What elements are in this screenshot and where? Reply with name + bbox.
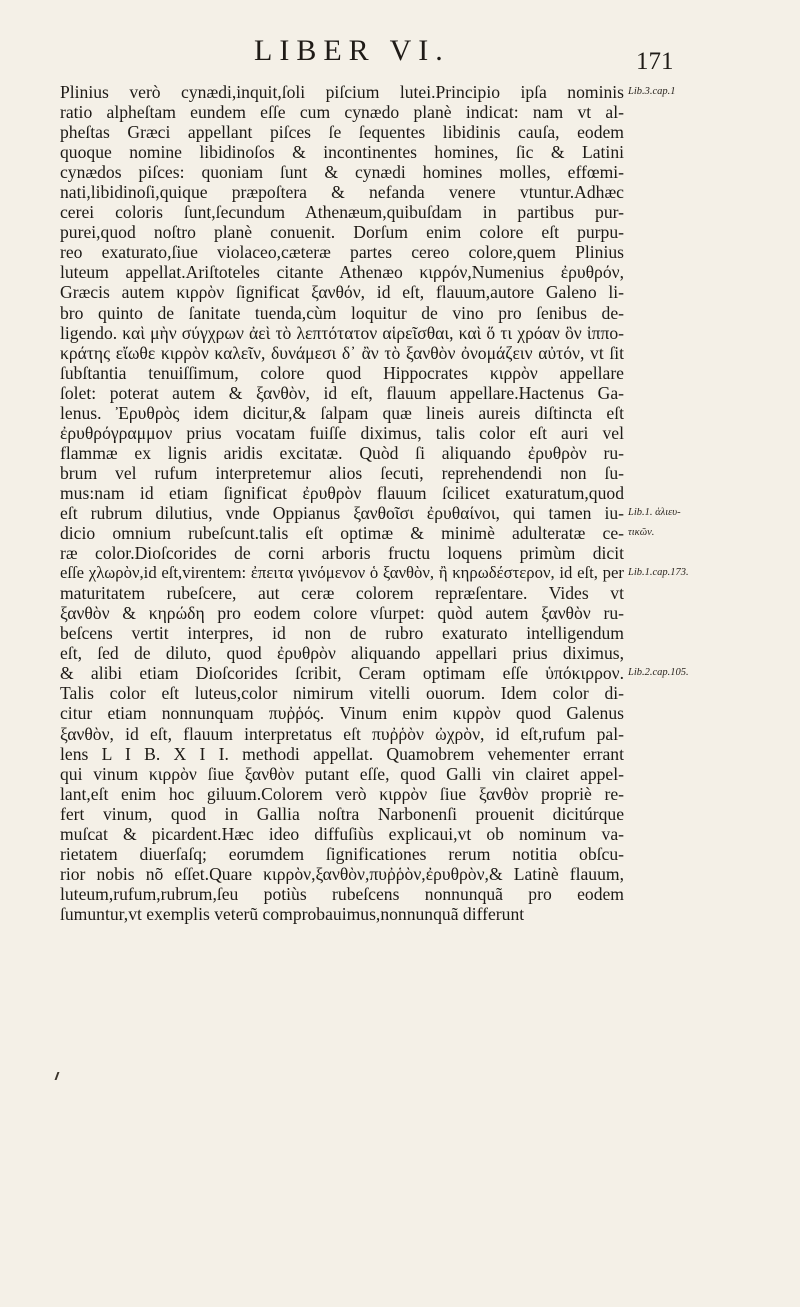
text-line: qui vinum κιρρὸν ſiue ξανθὸν putant eſſe, quod Galli vin clairet appel- bbox=[60, 763, 624, 784]
margin-note: Lib.1.cap.173. bbox=[628, 567, 689, 579]
text-line: bro quinto de ſanitate tuenda,cùm loquitur de vino pro ſenibus de- bbox=[60, 302, 624, 323]
text-line: cynædos piſces: quoniam ſunt & cynædi homines molles, effœmi- bbox=[60, 162, 624, 183]
text-line: ratio alpheſtam eundem eſſe cum cynædo planè indicat: nam vt al- bbox=[60, 102, 624, 123]
text-line: citur etiam nonnunquam πυῤῥός. Vinum enim κιρρὸν quod Galenus bbox=[60, 703, 624, 724]
text-line: lant,eſt enim hoc giluum.Colorem verò κιρρὸν ſiue ξανθὸν propriè re- bbox=[60, 783, 624, 804]
margin-note: τικῶν. bbox=[628, 527, 655, 539]
main-text-block bbox=[60, 82, 624, 924]
text-line: ligendo. καὶ μὴν σύγχρων ἀεὶ τὸ λεπτότατον αἱρεῖσθαι, καὶ ὅ τι χρόαν ὃν ἱππο- bbox=[60, 322, 624, 343]
text-line: flammæ ex lignis aridis excitatæ. Quòd ſi aliquando ἐρυθρὸν ru- bbox=[60, 442, 624, 463]
running-title: LIBER VI. bbox=[254, 34, 450, 67]
text-line: cerei coloris ſunt,ſecundum Athenæum,quibuſdam in partibus pur- bbox=[60, 202, 624, 223]
text-line: eſt rubrum dilutius, vnde Oppianus ξανθοῖσι ἐρυθαίνοι, qui tamen iu- bbox=[60, 502, 624, 523]
text-line: pheſtas Græci appellant piſces ſe ſequentes libidinis cauſa, eodem bbox=[60, 122, 624, 143]
text-line: ſolet: poterat autem & ξανθὸν, id eſt, flauum appellare.Hactenus Ga- bbox=[60, 382, 624, 403]
margin-note: Lib.1. ἁλιευ- bbox=[628, 507, 681, 519]
text-line: ſumuntur,vt exemplis veterũ comprobauimus,nonnunquã differunt bbox=[60, 903, 525, 924]
text-line: ξανθὸν & κηρώδη pro eodem colore vſurpet: quòd autem ξανθὸν ru- bbox=[60, 603, 624, 624]
text-line: ἐρυθρόγραμμον prius vocatam fuiſſe diximus, talis color eſt auri vel bbox=[60, 422, 624, 443]
text-line: beſcens vertit interpres, id non de rubro exaturato intelligendum bbox=[60, 623, 624, 644]
text-line: ræ color.Dioſcorides de corni arboris fructu loquens primùm dicit bbox=[60, 543, 624, 564]
text-line: eſſe χλωρὸν,id eſt,virentem: ἐπειτα γινόμενον ὁ ξανθὸν, ἢ κηρωδέστερον, id eſt, per bbox=[60, 563, 624, 583]
text-line: Talis color eſt luteus,color nimirum vitelli ouorum. Idem color di- bbox=[60, 683, 624, 704]
text-line: luteum,rufum,rubrum,ſeu potiùs rubeſcens nonnunquã pro eodem bbox=[60, 883, 624, 904]
text-line: luteum appellat.Ariſtoteles citante Athenæo κιρρόν,Numenius ἐρυθρόν, bbox=[60, 262, 624, 283]
text-line: Plinius verò cynædi,inquit,ſoli piſcium lutei.Principio ipſa nominis bbox=[60, 82, 624, 102]
text-line: nati,libidinoſi,quique præpoſtera & nefanda venere vtuntur.Adhæc bbox=[60, 182, 624, 203]
text-line: ξανθὸν, id eſt, flauum interpretatus eſt πυῤῥὸν ὠχρὸν, id eſt,rufum pal- bbox=[60, 723, 624, 744]
margin-mark bbox=[55, 1072, 60, 1080]
margin-note: Lib.3.cap.1 bbox=[628, 86, 676, 97]
page-number: 171 bbox=[636, 48, 674, 75]
text-line: κράτης εἴωθε κιρρὸν καλεῖν, δυνάμεσι δ᾽ ἂν τὸ ξανθὸν ὀνομάζειν αὐτόν, vt ſit bbox=[60, 342, 624, 363]
text-line: quoque nomine libidinoſos & incontinentes homines, ſic & Latini bbox=[60, 142, 624, 163]
text-line: muſcat & picardent.Hæc ideo diffuſiùs explicaui,vt ob nominum va- bbox=[60, 823, 624, 844]
text-line: dicio omnium rubeſcunt.talis eſt optimæ & minimè adulteratæ ce- bbox=[60, 523, 624, 544]
text-line: ſubſtantia tenuiſſimum, colore quod Hippocrates κιρρὸν appellare bbox=[60, 362, 624, 383]
text-line: eſt, ſed de diluto, quod ἐρυθρὸν aliquando appellari prius diximus, bbox=[60, 643, 624, 664]
text-line: brum vel rufum interpretemur alios ſecuti, reprehendendi non ſu- bbox=[60, 462, 624, 483]
text-line: fert vinum, quod in Gallia noſtra Narbonenſi prouenit dicitúrque bbox=[60, 803, 624, 824]
text-line: rior nobis nõ eſſet.Quare κιρρὸν,ξανθὸν,πυῤῥὸν,ἐρυθρὸν,& Latinè flauum, bbox=[60, 863, 624, 884]
text-line: rietatem diuerſaſq; eorumdem ſignificationes rerum notitia obſcu- bbox=[60, 843, 624, 864]
text-line: purei,quod noſtro planè conuenit. Dorſum enim colore eſt purpu- bbox=[60, 222, 624, 243]
text-line: mus:nam id etiam ſignificat ἐρυθρὸν flauum ſcilicet exaturatum,quod bbox=[60, 482, 624, 503]
text-line: lenus. Ἐρυθρὸς idem dicitur,& ſalpam quæ lineis aureis diſtincta eſt bbox=[60, 402, 624, 423]
text-line: & alibi etiam Dioſcorides ſcribit, Ceram optimam eſſe ὑπόκιρρον. bbox=[60, 663, 624, 684]
text-line: lens L I B. X I I. methodi appellat. Quamobrem vehementer errant bbox=[60, 743, 624, 764]
text-line: Græcis autem κιρρὸν ſignificat ξανθόν, id eſt, flauum,autore Galeno li- bbox=[60, 282, 624, 303]
text-line: reo exaturato,ſiue violaceo,cæteræ partes cereo colore,quem Plinius bbox=[60, 242, 624, 263]
page-header bbox=[0, 34, 800, 74]
text-line: maturitatem rubeſcere, aut ceræ colorem repræſentare. Vides vt bbox=[60, 583, 624, 604]
margin-note: Lib.2.cap.105. bbox=[628, 667, 689, 679]
